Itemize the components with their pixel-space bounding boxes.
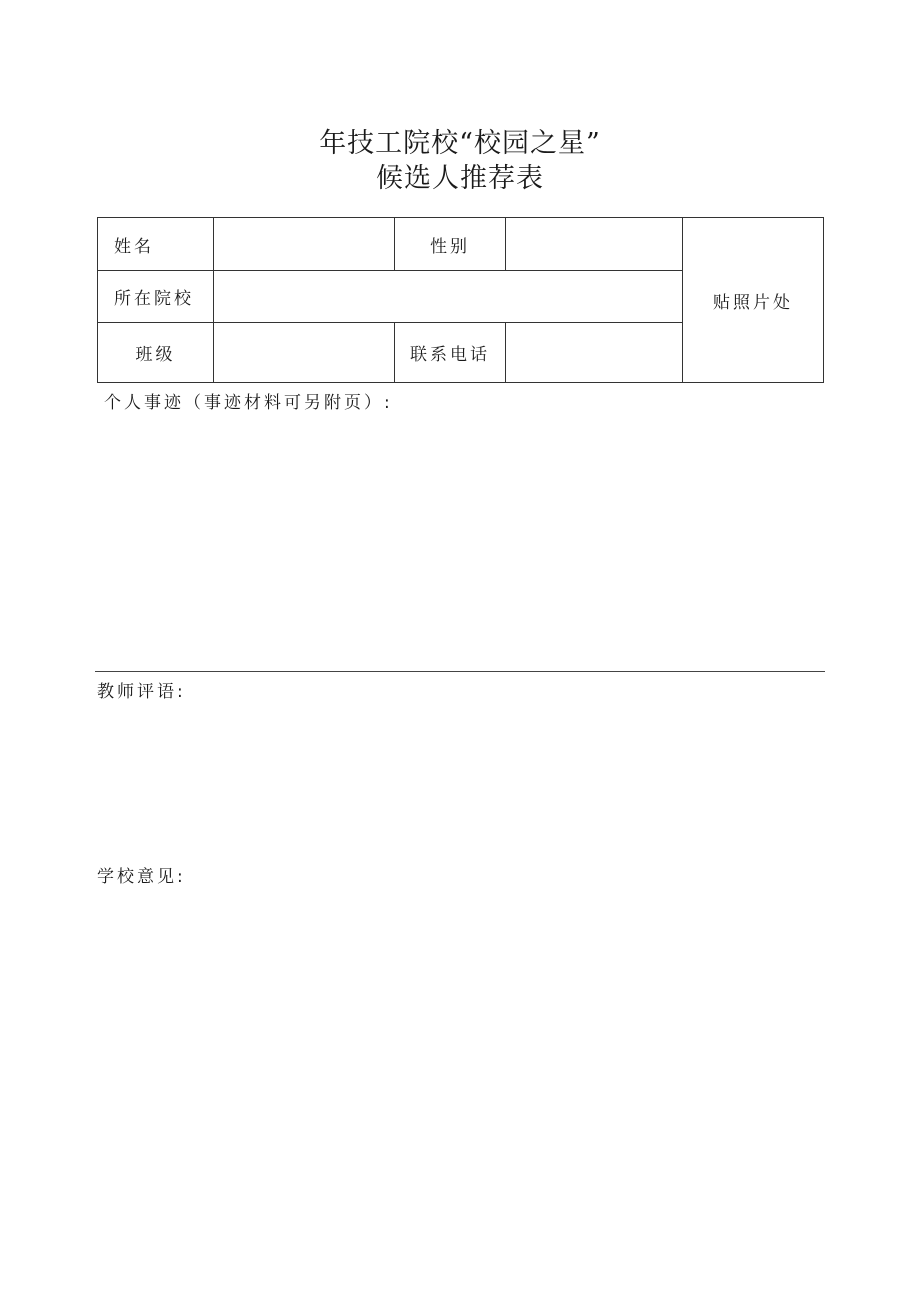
form-title-line1: 年技工院校“校园之星” [319, 128, 601, 159]
phone-field[interactable] [506, 323, 683, 383]
form-title-line2: 候选人推荐表 [376, 163, 544, 194]
gender-field[interactable] [506, 218, 683, 271]
table-row [98, 218, 824, 271]
name-field[interactable] [214, 218, 395, 271]
teacher-comment-label: 教师评语: [97, 682, 186, 702]
personal-deeds-label: 个人事迹（事迹材料可另附页）: [104, 393, 393, 413]
phone-label: 联系电话 [395, 323, 506, 383]
school-label: 所在院校 [98, 271, 214, 323]
class-label: 班级 [98, 323, 214, 383]
gender-label: 性别 [395, 218, 506, 271]
school-opinion-label: 学校意见: [97, 867, 186, 887]
class-field[interactable] [214, 323, 395, 383]
nominee-info-table [97, 217, 824, 383]
school-field[interactable] [214, 271, 683, 323]
section-divider [95, 671, 825, 672]
name-label: 姓名 [98, 218, 214, 271]
photo-placeholder[interactable]: 贴照片处 [683, 218, 824, 383]
